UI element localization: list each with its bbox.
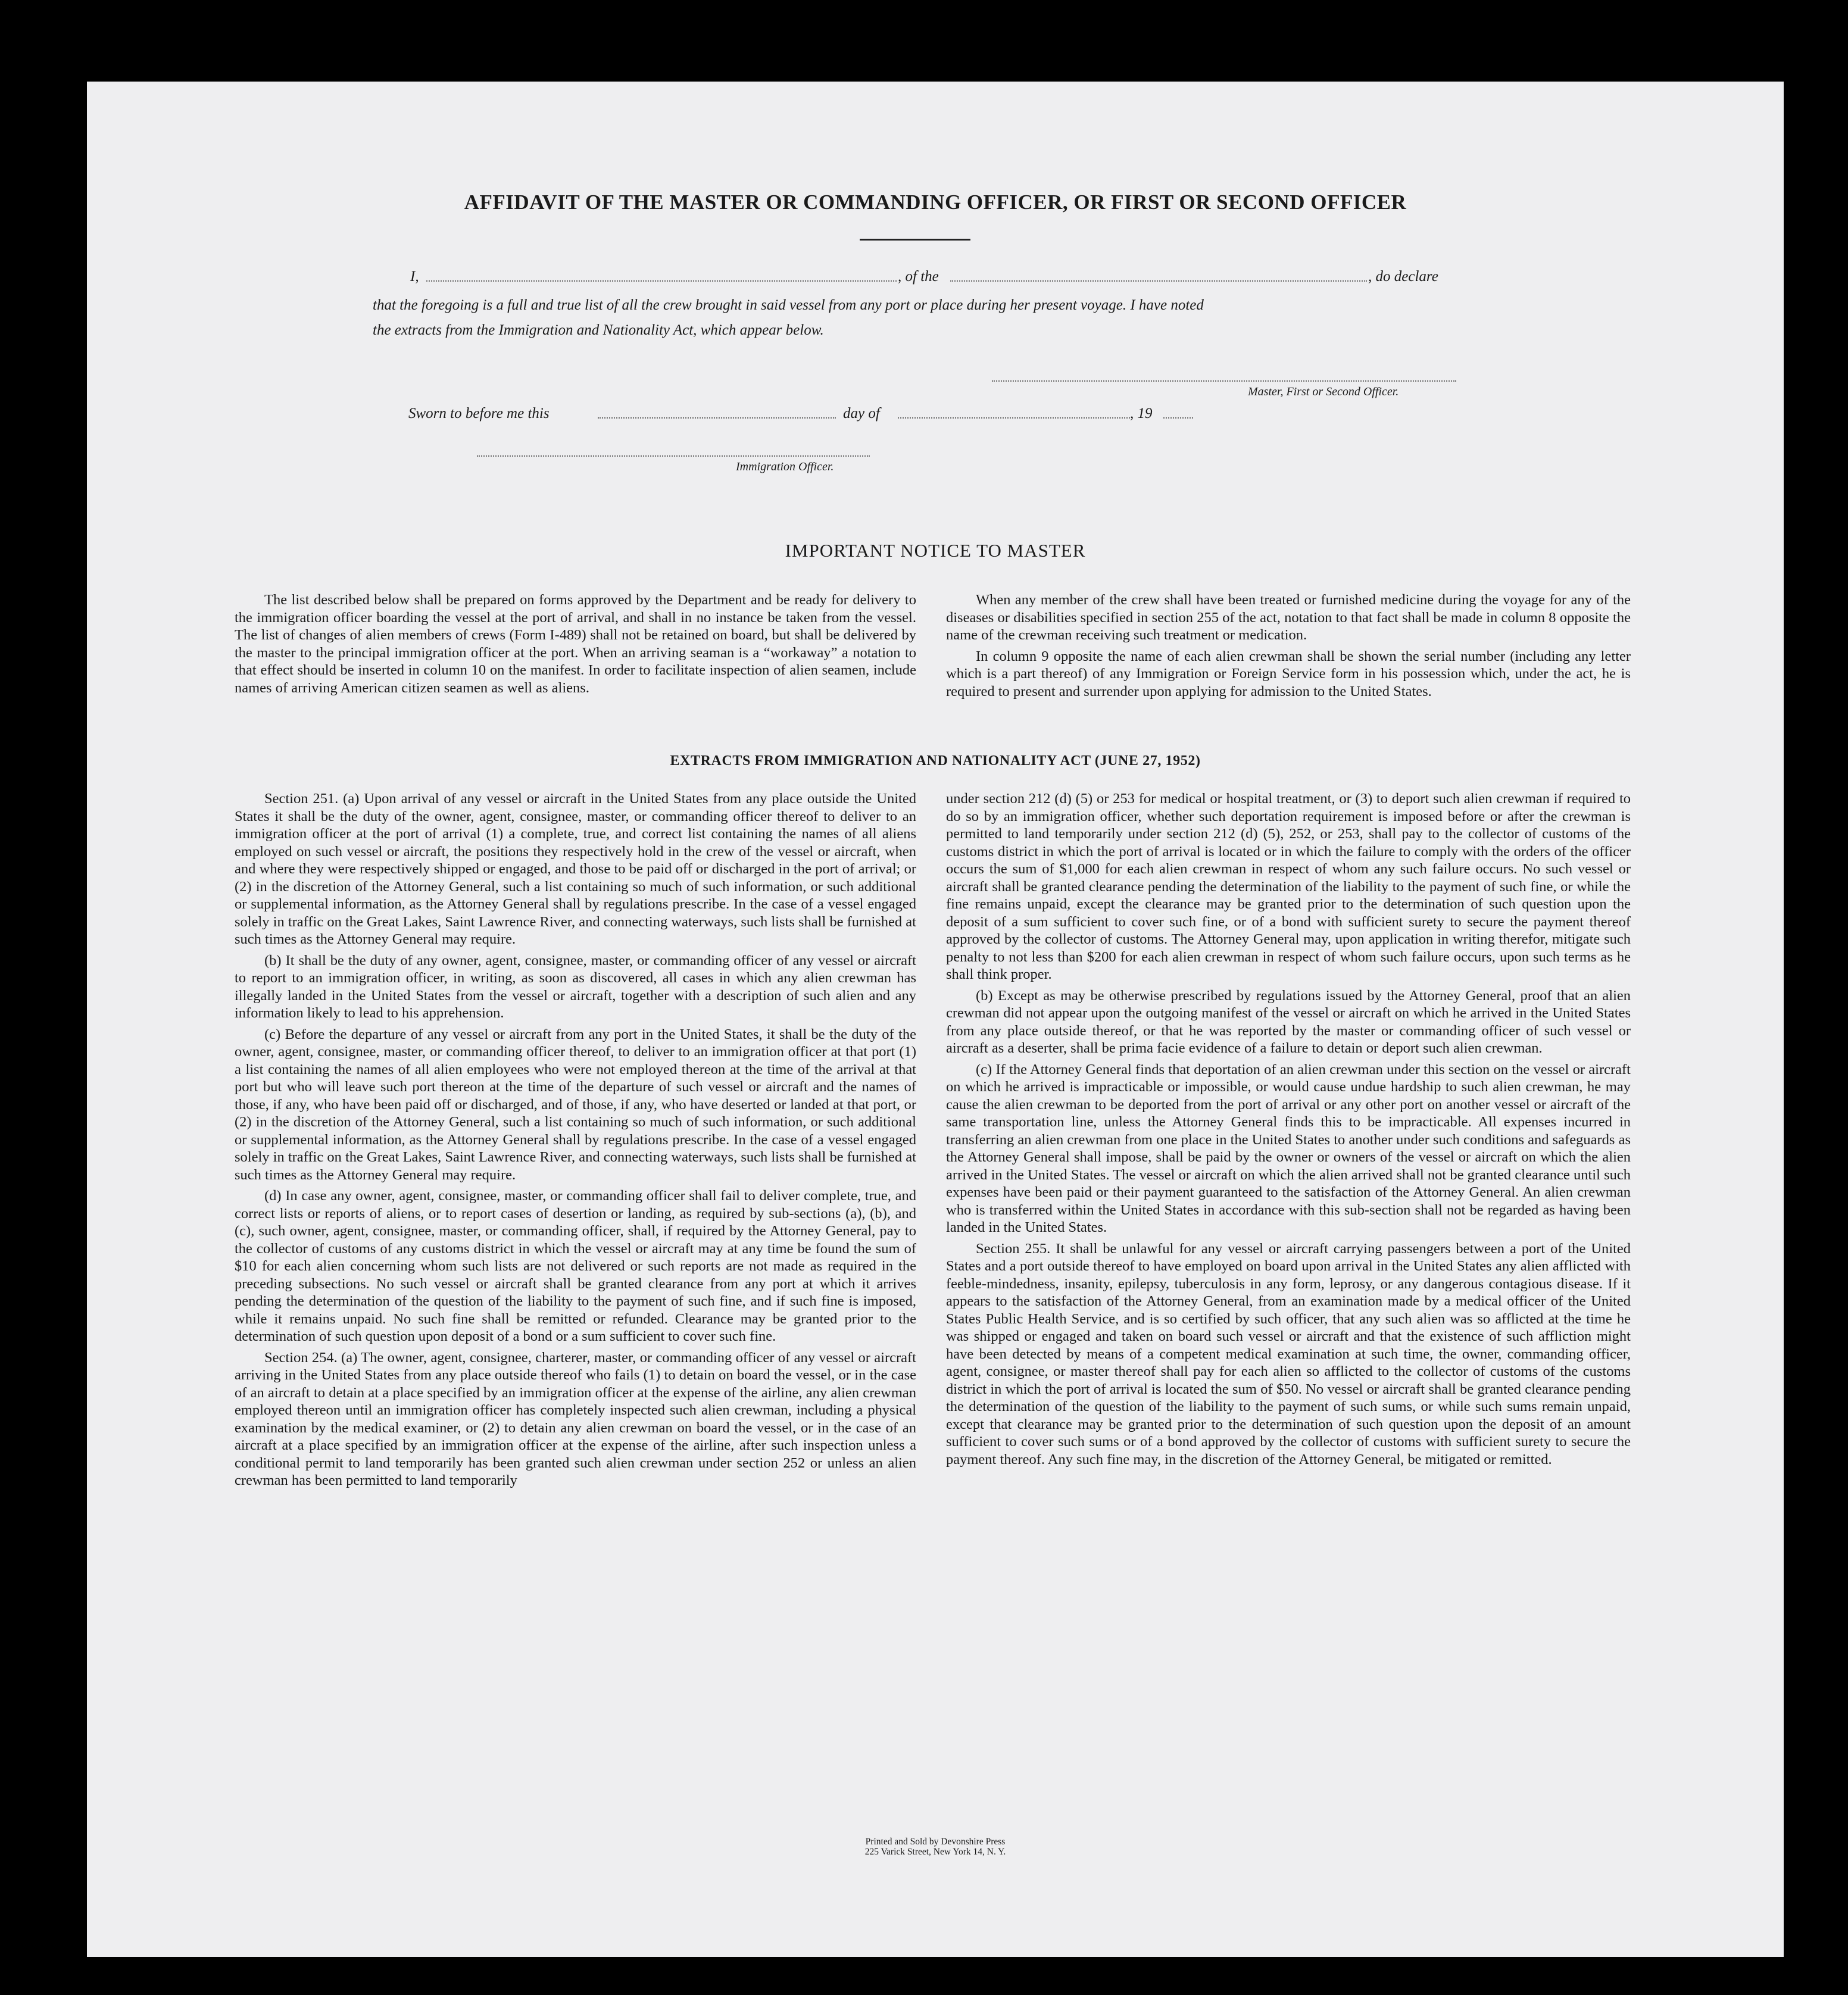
sworn-year-field[interactable]	[1163, 417, 1193, 419]
name-field[interactable]	[426, 280, 897, 282]
declaration-line-2: that the foregoing is a full and true list of all the crew brought in said vessel from any port or place during her present voyage. I have noted	[373, 297, 1204, 313]
sworn-year: , 19	[1130, 405, 1153, 422]
extract-paragraph: (b) It shall be the duty of any owner, agent, consignee, master, or commanding officer of any vessel or aircraft to report to an immigration officer, in writing, as soon as discovered, all cases in which any alien crewman has illegally landed in the United States from the vessel or aircraft, together with a description of such alien and any information likely to lead to his apprehension.	[235, 952, 916, 1021]
extracts-left-column	[235, 790, 916, 1493]
notice-left-column	[235, 591, 916, 700]
sworn-day-of: day of	[843, 405, 880, 422]
declaration-i: I,	[410, 269, 419, 285]
notice-right-paragraph: When any member of the crew shall have been treated or furnished medicine during the voyage for any of the diseases or disabilities specified in section 255 of the act, notation to that fact shall be made in column 8 opposite the name of the crewman receiving such treatment or medication.	[946, 592, 1631, 643]
declaration-line-3: the extracts from the Immigration and Nationality Act, which appear below.	[373, 322, 824, 338]
vessel-field[interactable]	[950, 280, 1367, 282]
extract-paragraph: Section 251. (a) Upon arrival of any vessel or aircraft in the United States from any place outside the United States it shall be the duty of the owner, agent, consignee, master, or commanding officer thereof to deliver to an immigration officer at the port of arrival (1) a complete, true, and correct list containing the names of all aliens employed on such vessel or aircraft, the positions they respectively hold in the crew of the vessel or aircraft, when and where they were respectively shipped or engaged, and those to be paid off or discharged in the port of arrival; or (2) in the discretion of the Attorney General, such a list containing so much of such information, or such additional or supplemental information, as the Attorney General shall by regulations prescribe. In the case of a vessel engaged solely in traffic on the Great Lakes, Saint Lawrence River, and connecting waterways, such lists shall be furnished at such times as the Attorney General may require.	[235, 791, 916, 947]
extracts-right-column	[946, 790, 1631, 1472]
extract-paragraph: (b) Except as may be otherwise prescribed by regulations issued by the Attorney General, proof that an alien crewman did not appear upon the outgoing manifest of the vessel or aircraft on which he arrived in the United States from any place outside thereof, or that he was reported by the master or commanding officer of such vessel or aircraft as a deserter, shall be prima facie evidence of a failure to detain or deport such alien crewman.	[946, 987, 1631, 1056]
affidavit-title: AFFIDAVIT OF THE MASTER OR COMMANDING OFFICER, OR FIRST OR SECOND OFFICER	[464, 191, 1407, 214]
sworn-month-field[interactable]	[898, 417, 1130, 419]
officer-signature-line[interactable]	[477, 455, 870, 457]
declaration-of-the: , of the	[898, 269, 939, 285]
extract-paragraph: (c) If the Attorney General finds that deportation of an alien crewman under this section on the vessel or aircraft on which he arrived is impracticable or impossible, or would cause undue hardship to such alien crewman, he may cause the alien crewman to be deported from the port of arrival or any other port on another vessel or aircraft of the same transportation line, unless the Attorney General finds this to be impracticable. All expenses incurred in transferring an alien crewman from one place in the United States to another under such conditions and safeguards as the Attorney General shall impose, shall be paid by the owner or owners of the vessel or aircraft on which the alien arrived in the United States. The vessel or aircraft on which the alien arrived shall not be granted clearance until such expenses have been paid or their payment guaranteed to the satisfaction of the Attorney General. An alien crewman who is transferred within the United States in accordance with this sub-section shall not be regarded as having been landed in the United States.	[946, 1061, 1631, 1235]
printer-imprint	[87, 1837, 1784, 1857]
notice-left-paragraph: The list described below shall be prepared on forms approved by the Department and be ready for delivery to the immigration officer boarding the vessel at the port of arrival, and shall in no instance be taken from the vessel. The list of changes of alien members of crews (Form I-489) shall not be retained on board, but shall be delivered by the master to the principal immigration officer at the port. When an arriving seaman is a “workaway” a notation to that effect should be inserted in column 10 on the manifest. In order to facilitate inspection of alien seamen, include names of arriving American citizen seamen as well as aliens.	[235, 592, 916, 696]
title-rule	[860, 239, 970, 241]
master-signature-line[interactable]	[992, 380, 1456, 382]
extracts-heading: EXTRACTS FROM IMMIGRATION AND NATIONALITY ACT (JUNE 27, 1952)	[670, 753, 1201, 769]
extract-paragraph: Section 255. It shall be unlawful for any vessel or aircraft carrying passengers between a port of the United States and a port outside thereof to have employed on board upon arrival in the United States any alien afflicted with feeble-mindedness, insanity, epilepsy, tuberculosis in any form, leprosy, or any dangerous contagious disease. If it appears to the satisfaction of the Attorney General, from an examination made by a medical officer of the United States Public Health Service, and is so certified by such officer, that any such alien was so afflicted at the time he was shipped or engaged and taken on board such vessel or aircraft and that the existence of such affliction might have been detected by means of a competent medical examination at such time, the owner, commanding officer, agent, consignee, or master thereof shall pay for each alien so afflicted to the collector of customs of the customs district in which the port of arrival is located the sum of $50. No vessel or aircraft shall be granted clearance pending the determination of the question of the liability to the payment of such sums, or while such sums remain unpaid, except that clearance may be granted prior to the determination of such question upon the deposit of an amount sufficient to cover such sums or of a bond approved by the collector of customs with sufficient surety to secure the payment thereof. Any such fine may, in the discretion of the Attorney General, be mitigated or remitted.	[946, 1240, 1631, 1468]
sworn-day-field[interactable]	[598, 417, 836, 419]
declaration-do-declare: , do declare	[1368, 269, 1438, 285]
notice-right-paragraph: In column 9 opposite the name of each alien crewman shall be shown the serial number (including any letter which is a part thereof) of any Immigration or Foreign Service form in his possession which, under the act, he is required to present and surrender upon applying for admission to the United States.	[946, 648, 1631, 700]
extract-paragraph: (d) In case any owner, agent, consignee, master, or commanding officer shall fail to deliver complete, true, and correct lists or reports of aliens, or to report cases of desertion or landing, as required by sub-sections (a), (b), and (c), such owner, agent, consignee, master, or commanding officer, shall, if required by the Attorney General, pay to the collector of customs of any customs district in which the vessel or aircraft may at any time be found the sum of $10 for each alien concerning whom such lists are not delivered or such reports are not made as required in the preceding subsections. No such vessel or aircraft shall be granted clearance from any port at which it arrives pending the determination of the question of the liability to the payment of such fine, and if such fine is imposed, while it remains unpaid. No such fine shall be remitted or refunded. Clearance may be granted prior to the determination of such question upon deposit of a bond or a sum sufficient to cover such fine.	[235, 1188, 916, 1344]
imprint-line-1: Printed and Sold by Devonshire Press	[865, 1837, 1006, 1847]
extract-paragraph: Section 254. (a) The owner, agent, consignee, charterer, master, or commanding officer of any vessel or aircraft arriving in the United States from any place outside thereof who fails (1) to detain on board the vessel, or in the case of an aircraft to detain at a place specified by an immigration officer at the expense of the airline, any alien crewman employed thereon until an immigration officer has completely inspected such alien crewman, including a physical examination by the medical examiner, or (2) to detain any alien crewman on board the vessel, or in the case of an aircraft at a place specified by an immigration officer at the expense of the airline, after such inspection unless a conditional permit to land temporarily has been granted such alien crewman under section 252 or unless an alien crewman has been permitted to land temporarily	[235, 1349, 916, 1488]
extract-paragraph: under section 212 (d) (5) or 253 for medical or hospital treatment, or (3) to deport such alien crewman if required to do so by an immigration officer, whether such deportation requirement is imposed before or after the crewman is permitted to land temporarily under section 212 (d) (5), 252, or 253, shall pay to the collector of customs of the customs district in which the port of arrival is located or in which the failure to comply with the orders of the officer occurs the sum of $1,000 for each alien crewman in respect of whom any such failure occurs. No such vessel or aircraft shall be granted clearance pending the determination of the liability to the payment of such fine, or while the fine remains unpaid, except the clearance may be granted prior to the determination of such question upon the deposit of a sum sufficient to cover such fine, or of a bond with sufficient surety to secure the payment thereof approved by the collector of customs. The Attorney General may, upon application in writing therefor, mitigate such penalty to not less than $200 for each alien crewman in respect of whom such failure occurs, upon such terms as he shall think proper.	[946, 791, 1631, 982]
officer-signature-label: Immigration Officer.	[736, 460, 834, 473]
imprint-line-2: 225 Varick Street, New York 14, N. Y.	[864, 1847, 1006, 1857]
notice-heading: IMPORTANT NOTICE TO MASTER	[785, 540, 1086, 561]
extract-paragraph: (c) Before the departure of any vessel or aircraft from any port in the United States, it shall be the duty of the owner, agent, consignee, master, or commanding officer thereof, to deliver to an immigration officer at that port (1) a list containing the names of all alien employees who were not employed thereon at the time of the arrival at that port but who will leave such port thereon at the time of the departure of such vessel or aircraft and the names of those, if any, who have been paid off or discharged, and of those, if any, who have deserted or landed at that port, or (2) in the discretion of the Attorney General, such a list containing so much of such information, or such additional or supplemental information, as the Attorney General shall by regulations prescribe. In the case of a vessel engaged solely in traffic on the Great Lakes, Saint Lawrence River, and connecting waterways, such lists shall be furnished at such times as the Attorney General may require.	[235, 1026, 916, 1183]
form-page	[87, 82, 1784, 1957]
master-signature-label: Master, First or Second Officer.	[1248, 385, 1399, 398]
sworn-prefix: Sworn to before me this	[408, 405, 550, 422]
notice-right-column	[946, 591, 1631, 704]
